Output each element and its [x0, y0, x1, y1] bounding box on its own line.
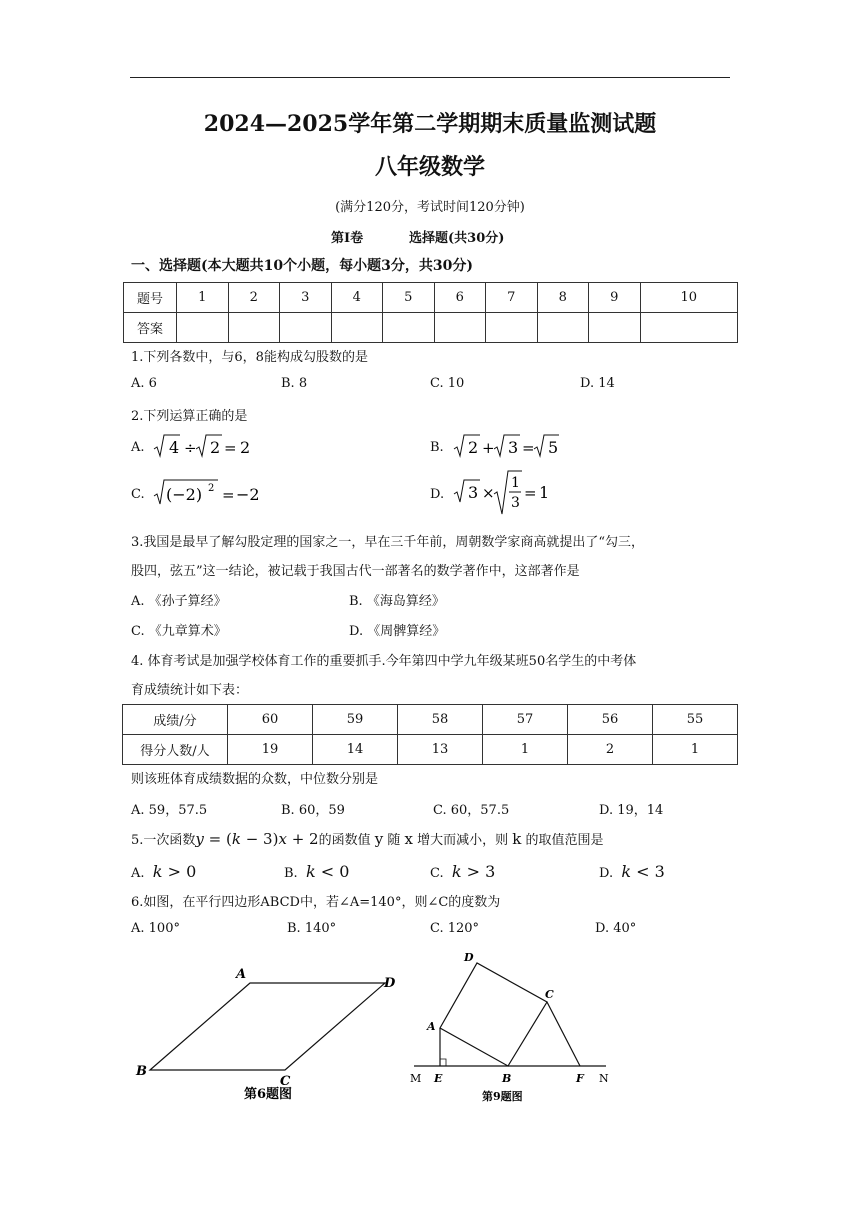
answer-cell	[177, 313, 229, 343]
figure-9-caption: 第9题图	[482, 1090, 523, 1103]
q5-option-c-label: C.	[430, 866, 444, 881]
figure-9-diagram	[400, 948, 620, 1108]
score-table-counts-row	[123, 735, 738, 765]
table-cell: 7	[486, 283, 538, 313]
q2-option-c-formula	[152, 476, 262, 508]
q5-option-a-label: A.	[131, 866, 145, 881]
q4-stem-line2: 育成绩统计如下表：	[131, 683, 249, 698]
volume-desc: 选择题(共30分)	[409, 231, 505, 246]
exam-title: 2024—2025学年第二学期期末质量监测试题	[203, 111, 657, 137]
table-cell: 56	[568, 705, 653, 735]
table-cell: 1	[177, 283, 229, 313]
q6-option-c: C. 120°	[430, 921, 480, 936]
table-cell: 9	[589, 283, 641, 313]
q6-option-d: D. 40°	[595, 921, 637, 936]
figure-6-parallelogram	[120, 960, 410, 1110]
q6-stem: 6.如图，在平行四边形ABCD中，若∠A=140°，则∠C的度数为	[131, 895, 501, 910]
exam-subtitle: 八年级数学	[374, 154, 485, 180]
table-cell: 59	[313, 705, 398, 735]
table-cell: 8	[537, 283, 589, 313]
q5-option-b	[284, 862, 349, 881]
q4-stem-line1: 4. 体育考试是加强学校体育工作的重要抓手.今年第四中学九年级某班50名学生的中考体	[131, 654, 637, 669]
svg-text:3: 3	[468, 483, 479, 502]
q2-option-a-formula	[152, 431, 252, 461]
table-cell: 57	[483, 705, 568, 735]
table-cell: 13	[398, 735, 483, 765]
q1-stem: 1.下列各数中，与6，8能构成勾股数的是	[131, 350, 368, 365]
q5-option-d-label: D.	[599, 866, 614, 881]
point-e-label: E	[434, 1072, 443, 1085]
svg-text:+: +	[482, 439, 495, 457]
answer-cell	[589, 313, 641, 343]
svg-text:×: ×	[482, 484, 495, 502]
q6-option-a: A. 100°	[131, 921, 180, 936]
table-cell: 2	[568, 735, 653, 765]
table-head: 成绩/分	[123, 705, 228, 735]
table-cell: 5	[383, 283, 435, 313]
section-heading: 一、选择题(本大题共10个小题，每小题3分，共30分)	[131, 258, 473, 274]
q4-option-a: A. 59，57.5	[131, 803, 208, 818]
q5-variable-x: x	[404, 830, 413, 848]
svg-text:4: 4	[169, 438, 180, 457]
q2-option-a-label: A.	[131, 440, 145, 455]
q5-option-b-label: B.	[284, 866, 298, 881]
answer-cell	[228, 313, 280, 343]
svg-text:2: 2	[210, 438, 221, 457]
q3-stem-line1: 3.我国是最早了解勾股定理的国家之一，早在三千年前，周朝数学家商高就提出了“勾三，	[131, 535, 645, 550]
answer-table-answer-row	[124, 313, 738, 343]
answer-cell	[383, 313, 435, 343]
table-cell: 3	[280, 283, 332, 313]
score-table-scores-row	[123, 705, 738, 735]
q2-option-b-label: B.	[430, 440, 444, 455]
q5-stem-part: 随	[387, 833, 401, 848]
q4-stem-line3: 则该班体育成绩数据的众数，中位数分别是	[131, 772, 379, 787]
vertex-d-label: D	[384, 976, 396, 991]
q5-option-d-formula: k < 3	[621, 862, 665, 881]
right-angle-mark	[440, 1059, 446, 1066]
q2-option-d-formula	[452, 468, 552, 516]
exam-note: (满分120分，考试时间120分钟)	[335, 200, 525, 215]
svg-text:5: 5	[548, 438, 559, 457]
svg-text:÷: ÷	[184, 439, 197, 457]
q5-stem	[131, 829, 604, 848]
vertex-c-label: C	[545, 988, 554, 1001]
vertex-a-label: A	[427, 1020, 436, 1033]
table-cell: 6	[434, 283, 486, 313]
q5-function-formula: y = (k − 3)x + 2	[195, 830, 319, 848]
table-cell: 10	[640, 283, 738, 313]
point-m-label: M	[410, 1072, 422, 1085]
q2-stem: 2.下列运算正确的是	[131, 409, 248, 424]
svg-text:1: 1	[511, 475, 520, 491]
parallelogram-shape	[150, 983, 385, 1070]
answer-cell	[640, 313, 738, 343]
q1-option-b: B. 8	[281, 376, 308, 391]
vertex-c-label: C	[280, 1074, 291, 1089]
q1-option-a: A. 6	[131, 376, 157, 391]
q4-option-c: C. 60，57.5	[433, 803, 510, 818]
table-cell: 4	[331, 283, 383, 313]
q5-option-c-formula: k > 3	[451, 862, 496, 881]
table-head: 答案	[124, 313, 177, 343]
q3-option-c: C. 《九章算术》	[131, 624, 227, 639]
vertex-d-label: D	[464, 951, 474, 964]
answer-table-number-row	[124, 283, 738, 313]
table-cell: 60	[228, 705, 313, 735]
q3-option-a: A. 《孙子算经》	[131, 594, 227, 609]
point-n-label: N	[599, 1072, 609, 1085]
table-cell: 1	[483, 735, 568, 765]
vertex-b-label: B	[136, 1064, 147, 1079]
top-rule	[130, 77, 730, 78]
q6-option-b: B. 140°	[287, 921, 337, 936]
table-head: 得分人数/人	[123, 735, 228, 765]
answer-cell	[486, 313, 538, 343]
q5-variable-k: k	[512, 830, 522, 848]
score-table	[122, 704, 738, 765]
q5-option-a	[131, 862, 196, 881]
svg-text:2: 2	[208, 483, 215, 494]
q3-stem-line2: 股四，弦五”这一结论，被记载于我国古代一部著名的数学著作中，这部著作是	[131, 564, 580, 579]
svg-text:=: =	[524, 484, 537, 502]
vertex-a-label: A	[236, 967, 247, 982]
q2-option-b-formula	[452, 431, 562, 461]
answer-cell	[280, 313, 332, 343]
table-head: 题号	[124, 283, 177, 313]
answer-table	[123, 282, 738, 343]
q1-option-d: D. 14	[580, 376, 615, 391]
svg-text:2: 2	[468, 438, 479, 457]
answer-cell	[434, 313, 486, 343]
answer-cell	[537, 313, 589, 343]
q5-option-b-formula: k < 0	[305, 862, 350, 881]
svg-text:=: =	[224, 439, 237, 457]
table-cell: 58	[398, 705, 483, 735]
point-f-label: F	[576, 1072, 584, 1085]
svg-text:=: =	[522, 439, 535, 457]
segment-cf	[547, 1002, 580, 1066]
svg-text:3: 3	[508, 438, 519, 457]
point-b-label: B	[502, 1072, 512, 1085]
answer-cell	[331, 313, 383, 343]
svg-text:−2: −2	[236, 485, 260, 504]
table-cell: 19	[228, 735, 313, 765]
figure-6-caption: 第6题图	[244, 1087, 293, 1102]
svg-text:(−2): (−2)	[166, 485, 203, 504]
q2-option-c-label: C.	[131, 487, 145, 502]
svg-text:2: 2	[240, 438, 251, 457]
q4-option-d: D. 19，14	[599, 803, 664, 818]
q2-option-d-label: D.	[430, 487, 445, 502]
q4-option-b: B. 60，59	[281, 803, 345, 818]
svg-text:1: 1	[539, 483, 550, 502]
table-cell: 55	[653, 705, 738, 735]
square-abcd	[440, 963, 547, 1066]
q3-option-b: B. 《海岛算经》	[349, 594, 445, 609]
svg-text:=: =	[222, 486, 235, 504]
q5-option-c	[430, 862, 495, 881]
volume-label: 第Ⅰ卷	[331, 231, 364, 246]
q5-stem-part: 的函数值	[318, 833, 371, 848]
q5-option-d	[599, 862, 665, 881]
q5-variable-y: y	[374, 830, 384, 848]
table-cell: 2	[228, 283, 280, 313]
q5-stem-part: 5.一次函数	[131, 833, 196, 848]
q5-stem-part: 增大而减小，则	[417, 833, 509, 848]
q1-option-c: C. 10	[430, 376, 465, 391]
svg-text:3: 3	[511, 495, 520, 511]
q5-stem-part: 的取值范围是	[525, 833, 604, 848]
q3-option-d: D. 《周髀算经》	[349, 624, 446, 639]
table-cell: 1	[653, 735, 738, 765]
table-cell: 14	[313, 735, 398, 765]
q5-option-a-formula: k > 0	[152, 862, 197, 881]
